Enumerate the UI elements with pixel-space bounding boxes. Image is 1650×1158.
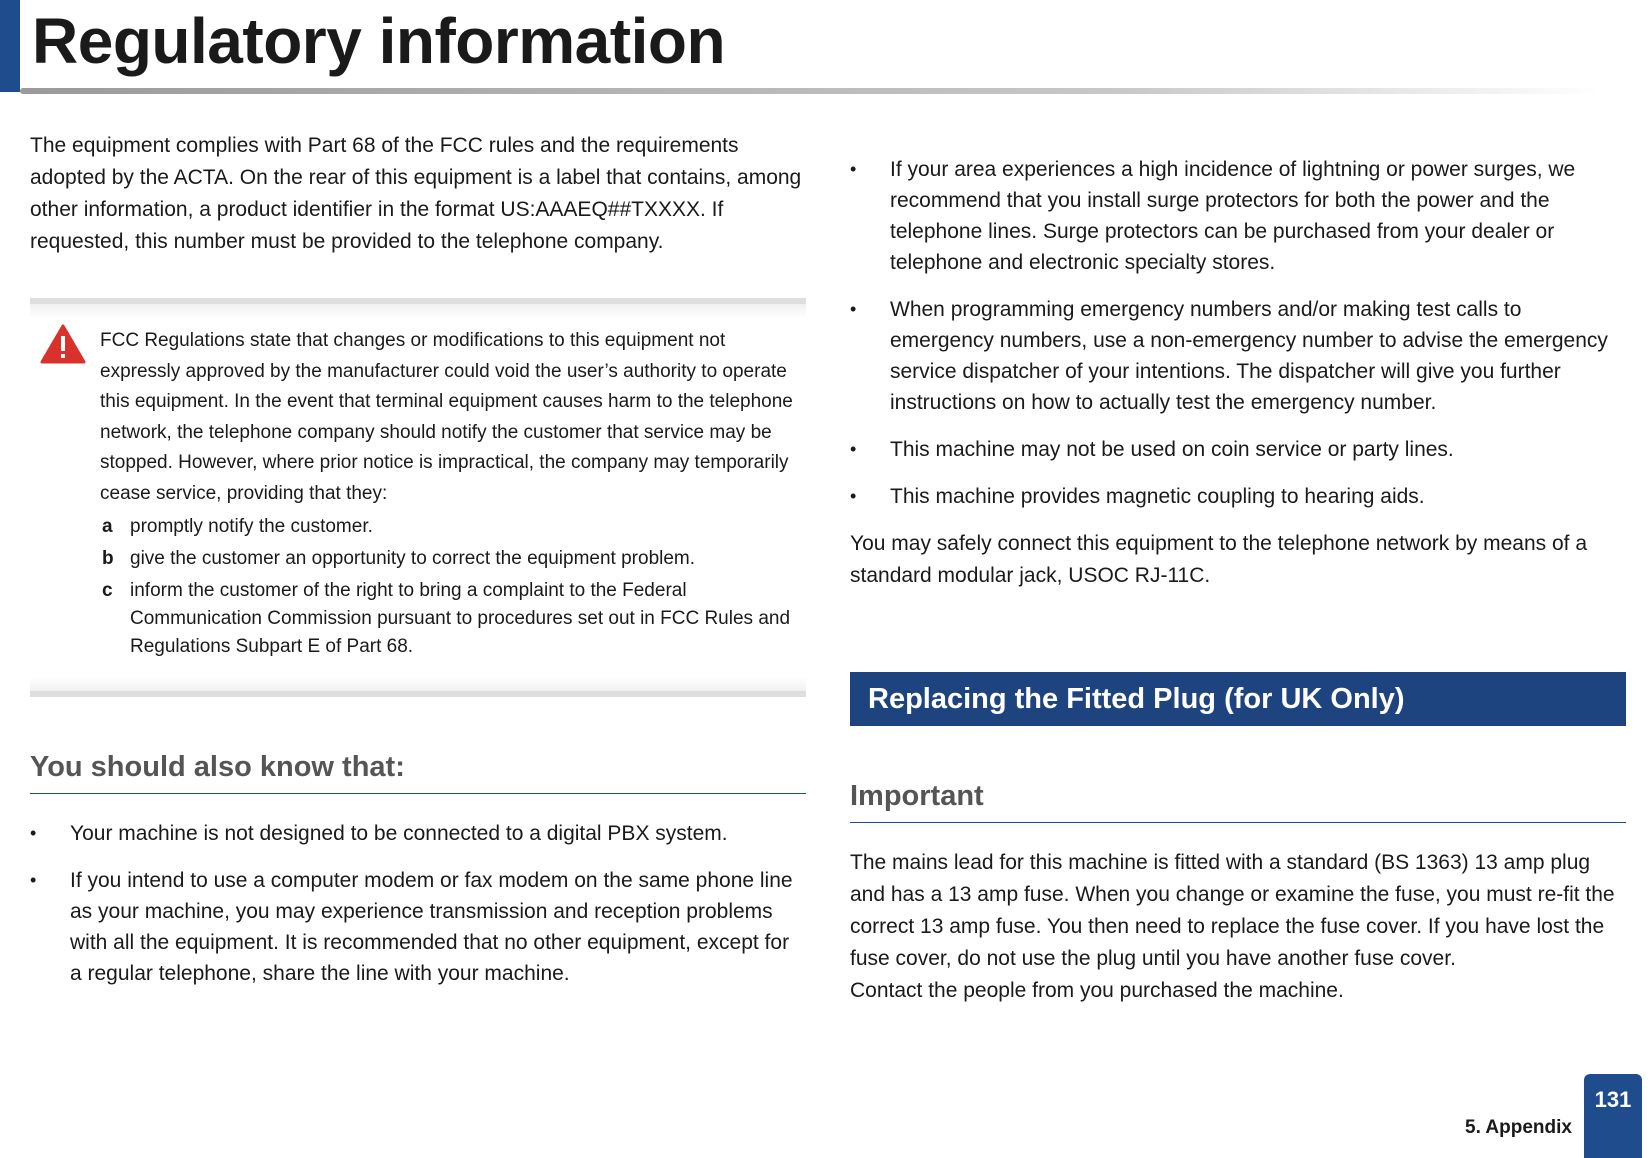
warning-box [30,298,806,697]
warning-item-text: promptly notify the customer. [130,516,373,537]
list-item: • This machine provides magnetic coupling to hearing aids. [850,481,1626,512]
warning-item-text: inform the customer of the right to bring a complaint to the Federal Communication Commission pursuant to procedures set out in FCC Rules and Regulations Subpart E of Part 68. [130,580,791,657]
page-number-badge: 131 [1584,1074,1642,1158]
subheading-important: Important [850,776,1626,823]
footer-section-label: 5. Appendix [1465,1117,1572,1138]
warning-item [100,577,800,661]
section-banner-uk-plug: Replacing the Fitted Plug (for UK Only) [850,672,1626,726]
list-item: • Your machine is not designed to be connected to a digital PBX system. [30,818,806,849]
warning-item-text: give the customer an opportunity to correct the equipment problem. [130,548,696,569]
right-column [850,130,1626,1007]
list-item: • If your area experiences a high incidence of lightning or power surges, we recommend that you install surge protectors for both the power and the telephone lines. Surge protectors can be purchased from your dealer or telephone and electronic specialty stores. [850,154,1626,278]
left-column [30,130,806,1005]
bullet-list-right [850,154,1626,512]
warning-item-letter: c [102,580,113,601]
list-item: • If you intend to use a computer modem or fax modem on the same phone line as your machine, you may experience transmission and reception problems with all the equipment. It is recommended that no other equipment, except for a regular telephone, share the line with your machine. [30,865,806,989]
intro-paragraph: The equipment complies with Part 68 of the FCC rules and the requirements adopted by the ACTA. On the rear of this equipment is a label that contains, among other information, a product identifier in the format US:AAAEQ##TXXXX. If requested, this number must be provided to the telephone company. [30,134,802,253]
page-title: Regulatory information [32,5,726,77]
warning-item-letter: a [102,516,113,537]
list-item: • When programming emergency numbers and/or making test calls to emergency numbers, use a non-emergency number to advise the emergency service dispatcher of your intentions. The dispatcher will give you further instructions on how to actually test the emergency number. [850,294,1626,418]
subheading-also-know: You should also know that: [30,747,806,794]
title-rule [20,88,1600,94]
bullet-list-left [30,818,806,989]
connect-paragraph: You may safely connect this equipment to the telephone network by means of a standard modular jack, USOC RJ-11C. [850,532,1588,587]
warning-item-letter: b [102,548,114,569]
contact-paragraph: Contact the people from you purchased the machine. [850,979,1344,1002]
warning-icon [40,324,86,364]
important-paragraph: The mains lead for this machine is fitted with a standard (BS 1363) 13 amp plug and has a 13 amp fuse. When you change or examine the fuse, you must re-fit the correct 13 amp fuse. You then need to replace the fuse cover. If you have lost the fuse cover, do not use the plug until you have another fuse cover. [850,851,1615,970]
title-accent-bar [0,0,20,92]
warning-item [100,513,800,541]
warning-item [100,545,800,573]
warning-list [100,513,800,661]
list-item: • This machine may not be used on coin service or party lines. [850,434,1626,465]
warning-text: FCC Regulations state that changes or modifications to this equipment not expressly approved by the manufacturer could void the user’s authority to operate this equipment. In the event that terminal equipment causes harm to the telephone network, the telephone company should notify the customer that service may be stopped. However, where prior notice is impractical, the company may temporarily cease service, providing that they: [100,330,793,504]
